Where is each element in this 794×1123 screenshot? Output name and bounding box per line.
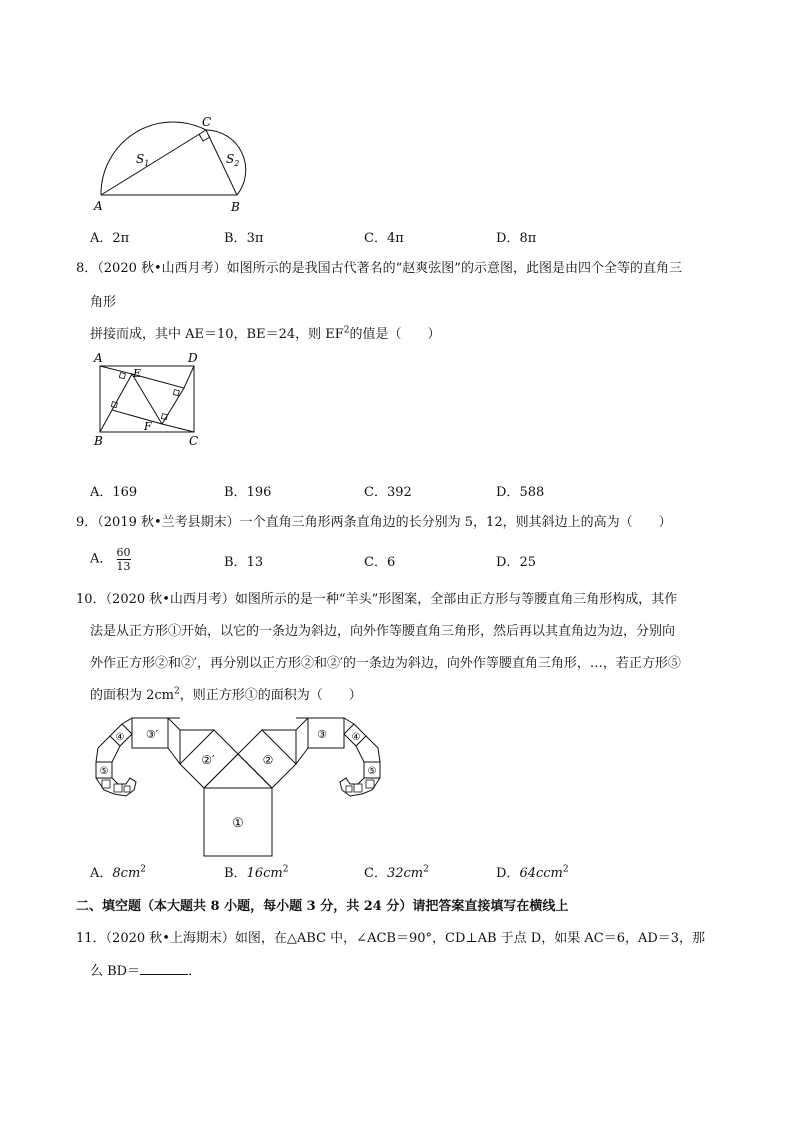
q9-option-a: A． $\frac{60}{13}$	[90, 546, 131, 573]
q10-figure	[90, 712, 390, 882]
q8-line-3: 拼接而成，其中 AE＝10，BE＝24，则 $EF^2$的值是（ ）	[90, 325, 441, 342]
q8-option-c: C．392	[364, 485, 412, 500]
line-ae	[100, 366, 132, 374]
q7-figure	[80, 108, 280, 218]
q10-line-4: 的面积为 $2cm^2$，则正方形①的面积为（ ）	[90, 686, 362, 703]
q9-option-d: D．25	[496, 555, 536, 570]
q10-option-c: C．$32cm^2$	[364, 864, 429, 881]
q7-option-d: D．8π	[496, 231, 537, 246]
label-sq1: ①	[232, 816, 244, 831]
q8-figure	[88, 348, 208, 448]
q7-option-a: A．2π	[90, 231, 130, 246]
label-sq2p: ②′	[201, 753, 215, 767]
q11-line-1: 11．（2020 秋•上海期末）如图，在△ABC 中，∠ACB＝90°，CD⊥AB 于点 D，如果 AC＝6，AD＝3，那	[76, 931, 706, 946]
line-bh	[100, 410, 112, 432]
q9-line-1: 9．（2019 秋•兰考县期末）一个直角三角形两条直角边的长分别为 5，12，则其斜边上的高为（ ）	[76, 515, 672, 530]
q8-option-b: B．196	[224, 485, 272, 500]
q9-option-b: B．13	[224, 555, 264, 570]
label-sq2: ②	[262, 753, 274, 767]
q8-option-a: A．169	[90, 485, 138, 500]
q10-option-a: A．$8cm^2$	[90, 864, 147, 881]
label-sq4-right: ④	[351, 732, 361, 743]
q8-option-d: D．588	[496, 485, 545, 500]
label-sq3p: ③′	[145, 728, 159, 741]
segment-ac	[101, 130, 206, 195]
label-c: C	[202, 115, 212, 129]
label-sq5-left: ⑤	[99, 766, 109, 777]
label-e: E	[133, 367, 142, 380]
label-b: B	[231, 200, 240, 214]
label-sq4-left: ④	[115, 732, 125, 743]
label-f: F	[144, 420, 152, 433]
right-angle-mark-1	[119, 373, 125, 379]
label-s1: $S_1$	[136, 152, 150, 168]
label-c: C	[189, 434, 199, 448]
label-sq5-right: ⑤	[367, 766, 377, 777]
line-dg	[184, 366, 194, 388]
q11-line-2: 么 BD＝ ．	[90, 964, 202, 979]
label-a: A	[94, 199, 103, 213]
q10-option-b: B．$16cm^2$	[224, 864, 289, 881]
inner-square	[112, 374, 184, 424]
q10-option-d: D．64ccm$^2$	[496, 864, 569, 881]
q9-option-c: C．6	[364, 555, 396, 570]
q10-line-3: 外作正方形②和②′，再分别以正方形②和②′的一条边为斜边，向外作等腰直角三角形，…，若正方形⑤	[90, 656, 681, 671]
label-sq3: ③	[317, 728, 327, 741]
label-s2: $S_2$	[226, 152, 240, 168]
label-a: A	[94, 351, 103, 365]
q7-option-c: C．4π	[364, 231, 404, 246]
q10-line-2: 法是从正方形①开始，以它的一条边为斜边，向外作等腰直角三角形，然后再以其直角边为边，分别向	[90, 624, 676, 639]
q8-line-1: 8．（2020 秋•山西月考）如图所示的是我国古代著名的“赵爽弦图”的示意图，此图是由四个全等的直角三	[76, 261, 682, 276]
line-bf	[100, 424, 162, 432]
q7-option-b: B．3π	[224, 231, 264, 246]
label-d: D	[188, 351, 198, 365]
q8-line-2: 角形	[90, 295, 117, 310]
q10-line-1: 10．（2020 秋•山西月考）如图所示的是一种“羊头”形图案，全部由正方形与等腰直角三角形构成，其作	[76, 592, 678, 607]
fraction: $\frac{60}{13}$	[116, 546, 131, 573]
answer-blank[interactable]	[140, 962, 188, 975]
line-cf	[162, 424, 194, 432]
label-b: B	[94, 434, 103, 448]
semicircle-s1	[101, 122, 206, 195]
right-angle-mark-2	[173, 390, 179, 396]
section-2-heading: 二、填空题（本大题共 8 小题，每小题 3 分，共 24 分）请把答案直接填写在横线上	[76, 899, 569, 914]
